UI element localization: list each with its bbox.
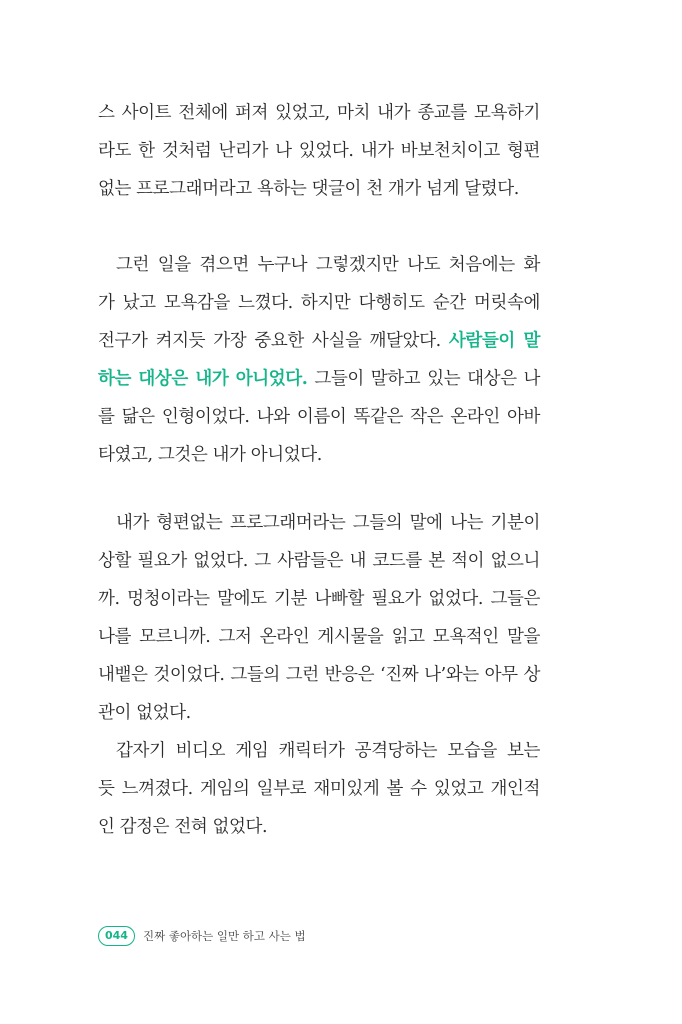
text-line: 없는 프로그래머라고 욕하는 댓글이 천 개가 넘게 달렸다. [98, 179, 519, 199]
highlighted-text: 하는 대상은 내가 아니었다. [98, 369, 308, 389]
text-segment: 그들이 말하고 있는 대상은 나 [307, 369, 540, 389]
text-line: 그런 일을 겪으면 누구나 그렇겠지만 나도 처음에는 화 [116, 255, 540, 275]
text-line: 관이 없었다. [98, 703, 191, 723]
text-line: 갑자기 비디오 게임 캐릭터가 공격당하는 모습을 보는 [116, 741, 540, 761]
paragraph-3 [98, 504, 540, 732]
paragraph-2 [98, 246, 540, 474]
page-number-badge: 044 [98, 926, 135, 946]
text-line: 스 사이트 전체에 퍼져 있었고, 마치 내가 종교를 모욕하기 [98, 103, 540, 123]
running-title: 진짜 좋아하는 일만 하고 사는 법 [142, 929, 306, 943]
text-line [98, 360, 540, 398]
text-line: 듯 느껴졌다. 게임의 일부로 재미있게 볼 수 있었고 개인적 [98, 779, 540, 799]
text-line [98, 322, 540, 360]
text-line: 를 닮은 인형이었다. 나와 이름이 똑같은 작은 온라인 아바 [98, 407, 540, 427]
text-line: 내뱉은 것이었다. 그들의 그런 반응은 ‘진짜 나’와는 아무 상 [98, 665, 540, 685]
text-line: 상할 필요가 없었다. 그 사람들은 내 코드를 본 적이 없으니 [98, 551, 540, 571]
text-line: 까. 멍청이라는 말에도 기분 나빠할 필요가 없었다. 그들은 [98, 589, 540, 609]
text-line: 나를 모르니까. 그저 온라인 게시물을 읽고 모욕적인 말을 [98, 627, 540, 647]
text-line: 타였고, 그것은 내가 아니었다. [98, 445, 322, 465]
text-line: 라도 한 것처럼 난리가 나 있었다. 내가 바보천치이고 형편 [98, 141, 540, 161]
text-line: 내가 형편없는 프로그래머라는 그들의 말에 나는 기분이 [116, 513, 540, 533]
text-segment: 전구가 켜지듯 가장 중요한 사실을 깨달았다. [98, 331, 441, 351]
text-line: 인 감정은 전혀 없었다. [98, 817, 268, 837]
page-footer [98, 925, 306, 947]
text-line: 가 났고 모욕감을 느꼈다. 하지만 다행히도 순간 머릿속에 [98, 293, 540, 313]
highlighted-text: 사람들이 말 [448, 331, 540, 351]
paragraph-4 [98, 732, 540, 846]
paragraph-1 [98, 94, 540, 208]
